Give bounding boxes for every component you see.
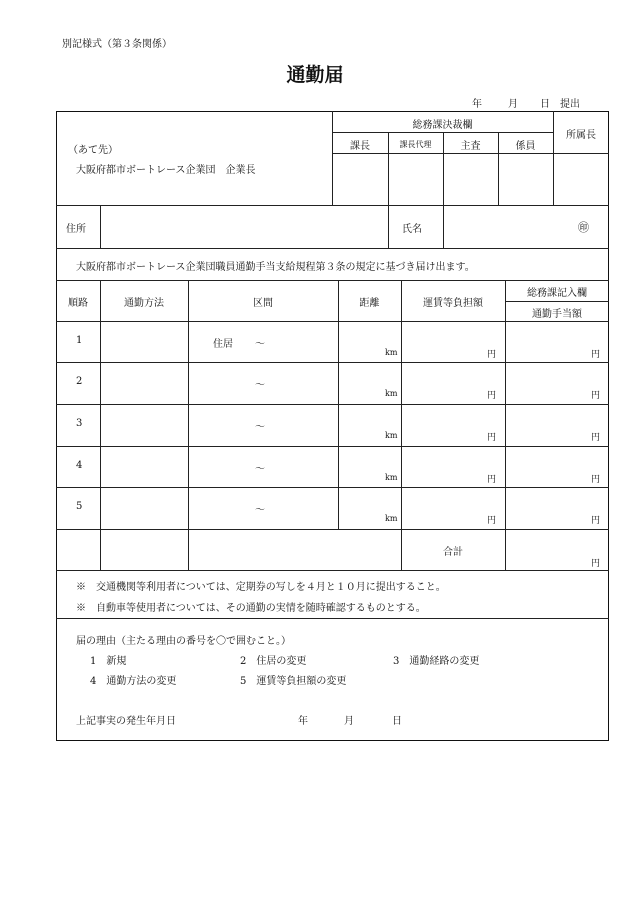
approval-deputy: 課長代理 xyxy=(399,140,432,149)
seal-mark: ㊞ xyxy=(578,221,589,234)
row-tilde: ～ xyxy=(255,422,265,433)
unit-km: km xyxy=(385,348,398,357)
reason-option[interactable]: 3 通勤経路の変更 xyxy=(393,656,480,667)
row-tilde: ～ xyxy=(255,464,265,475)
row-number: 5 xyxy=(76,501,83,512)
stamp-box-inspector[interactable] xyxy=(444,154,497,204)
address-input[interactable] xyxy=(101,206,387,247)
row-from: 住居 xyxy=(213,339,233,350)
occurrence-month: 月 xyxy=(344,716,354,727)
header-allowance: 通勤手当額 xyxy=(532,309,582,320)
occurrence-year: 年 xyxy=(298,716,308,727)
reason-option[interactable]: 2 住居の変更 xyxy=(240,656,307,667)
unit-yen: 円 xyxy=(591,559,601,569)
name-label: 氏名 xyxy=(402,224,422,235)
unit-km: km xyxy=(385,389,398,398)
date-month: 月 xyxy=(508,99,518,110)
unit-yen: 円 xyxy=(591,475,601,485)
stamp-box-deputy[interactable] xyxy=(389,154,442,204)
unit-yen: 円 xyxy=(591,516,601,526)
unit-km: km xyxy=(385,473,398,482)
row-tilde: ～ xyxy=(255,380,265,391)
header-order: 順路 xyxy=(68,298,88,309)
header-method: 通勤方法 xyxy=(124,298,164,309)
header-distance: 距離 xyxy=(359,298,380,309)
occurrence-date-label: 上記事実の発生年月日 xyxy=(76,716,176,727)
reasons-heading: 届の理由（主たる理由の番号を〇で囲むこと。） xyxy=(76,636,291,647)
addressee-label: （あて先） xyxy=(68,145,118,156)
reason-option[interactable]: 4 通勤方法の変更 xyxy=(90,676,177,687)
unit-yen: 円 xyxy=(487,475,497,485)
unit-km: km xyxy=(385,431,398,440)
stamp-box-chief[interactable] xyxy=(333,154,387,204)
stamp-box-staff[interactable] xyxy=(499,154,552,204)
reason-option[interactable]: 5 運賃等負担額の変更 xyxy=(240,676,347,687)
approval-inspector: 主査 xyxy=(460,141,481,152)
approval-chief: 課長 xyxy=(350,141,370,152)
approval-staff: 係員 xyxy=(515,141,536,152)
name-input[interactable] xyxy=(444,206,569,247)
row-number: 4 xyxy=(76,460,83,471)
row-number: 2 xyxy=(76,376,83,387)
unit-yen: 円 xyxy=(591,350,601,360)
row-number: 1 xyxy=(76,335,83,346)
note-regular-pass: ※ 交通機関等利用者については、定期券の写しを４月と１０月に提出すること。 xyxy=(76,582,446,593)
unit-yen: 円 xyxy=(487,433,497,443)
unit-yen: 円 xyxy=(487,350,497,360)
row-number: 3 xyxy=(76,418,83,429)
unit-km: km xyxy=(385,514,398,523)
date-day: 日 xyxy=(540,99,550,110)
header-fare: 運賃等負担額 xyxy=(423,298,483,309)
page-title: 通勤届 xyxy=(286,64,344,86)
unit-yen: 円 xyxy=(591,433,601,443)
header-admin-box: 総務課記入欄 xyxy=(527,288,587,299)
header-section: 区間 xyxy=(253,298,273,309)
appendix-label: 別記様式（第３条関係） xyxy=(62,39,172,50)
reason-option[interactable]: 1 新規 xyxy=(90,656,127,667)
row-tilde: ～ xyxy=(255,339,265,350)
unit-yen: 円 xyxy=(591,391,601,401)
date-year: 年 xyxy=(472,99,482,110)
note-vehicle: ※ 自動車等使用者については、その通勤の実情を随時確認するものとする。 xyxy=(76,603,426,614)
approval-title: 総務課決裁欄 xyxy=(412,120,473,131)
unit-yen: 円 xyxy=(487,516,497,526)
row-tilde: ～ xyxy=(255,505,265,516)
addressee-name: 大阪府都市ボートレース企業団 企業長 xyxy=(76,165,256,176)
stamp-box-dept-head[interactable] xyxy=(554,154,607,204)
occurrence-day: 日 xyxy=(392,716,402,727)
total-label: 合計 xyxy=(443,547,463,558)
address-label: 住所 xyxy=(66,224,86,235)
declaration-text: 大阪府都市ボートレース企業団職員通勤手当支給規程第３条の規定に基づき届け出ます。 xyxy=(76,262,475,273)
date-submit: 提出 xyxy=(560,99,580,110)
approval-dept-head: 所属長 xyxy=(566,130,596,141)
unit-yen: 円 xyxy=(487,391,497,401)
